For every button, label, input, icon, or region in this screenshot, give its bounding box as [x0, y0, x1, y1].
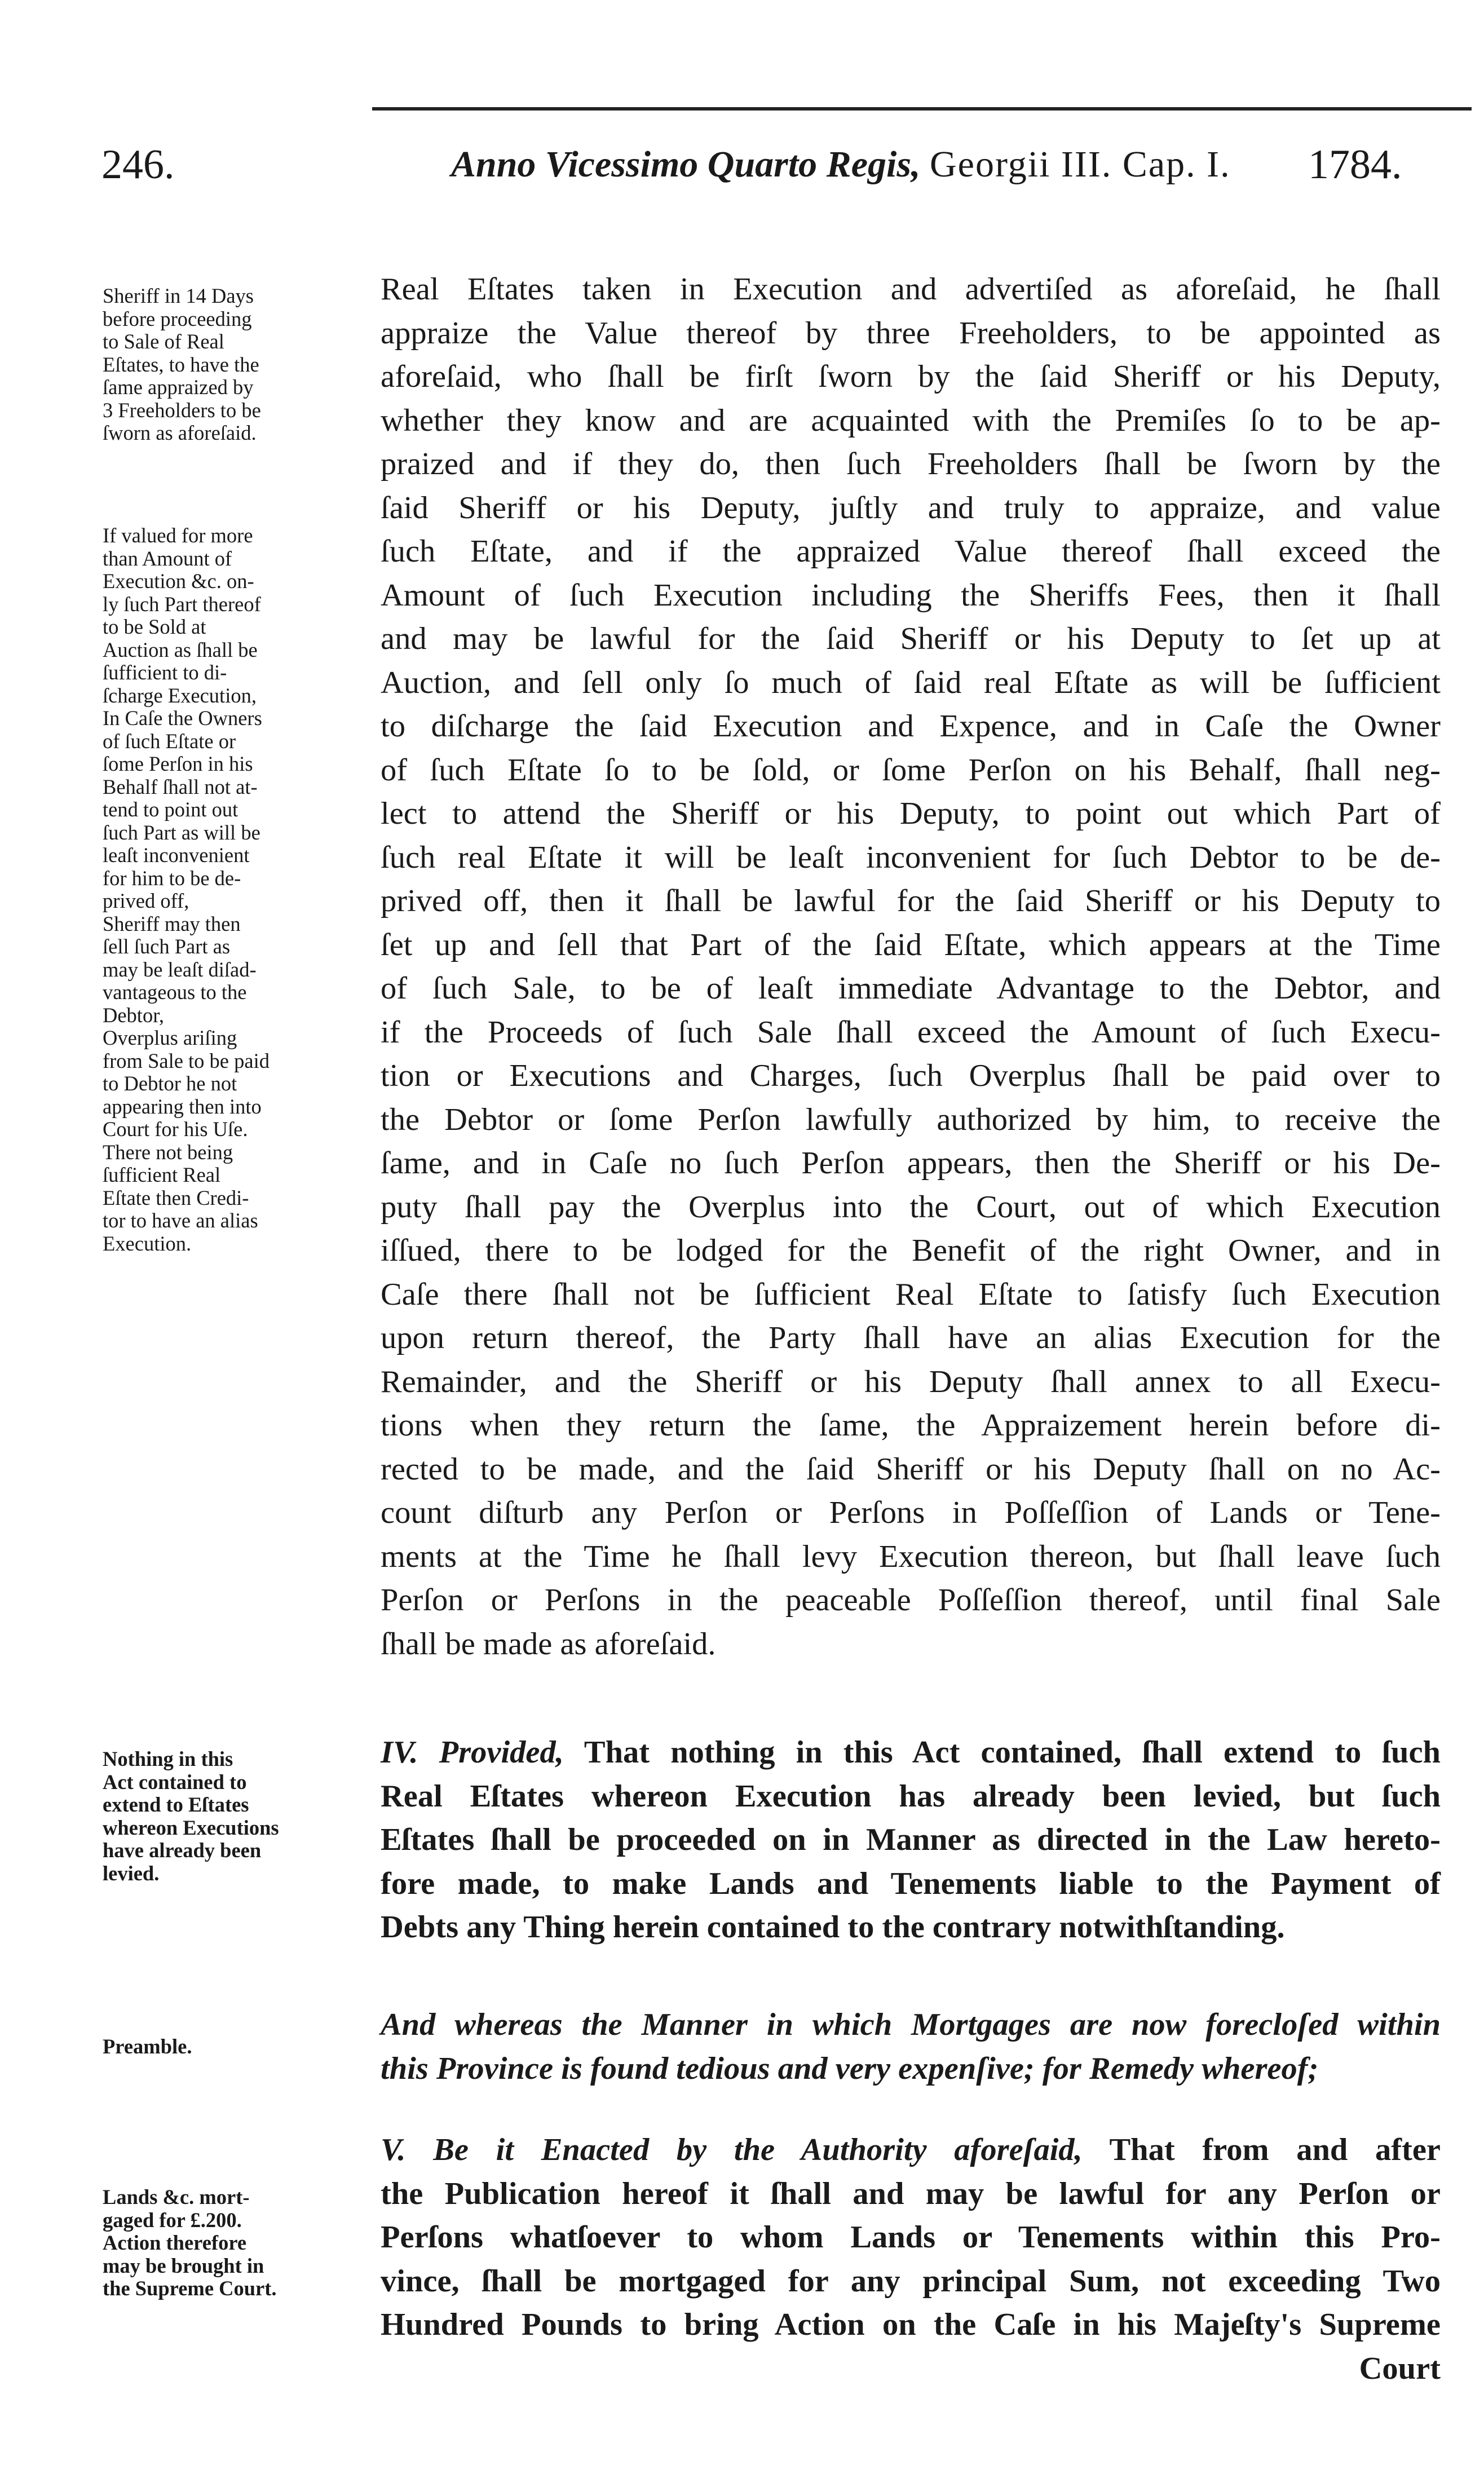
margin-line: for him to be de-	[103, 866, 241, 890]
text-line: puty ſhall pay the Overplus into the Court, out of which Execution	[381, 1189, 1441, 1225]
margin-line: Execution.	[103, 1231, 192, 1255]
text-line: rected to be made, and the ſaid Sheriff or his Deputy ſhall on no Ac-	[381, 1451, 1441, 1487]
text-line: ſaid Sheriff or his Deputy, juſtly and truly to appraize, and value	[381, 490, 1441, 525]
margin-line: ſworn as aforeſaid.	[103, 421, 257, 444]
text-line: Amount of ſuch Execution including the Sheriffs Fees, then it ſhall	[381, 577, 1441, 613]
margin-line: Sheriff in 14 Days	[103, 284, 254, 307]
text-line: the Publication hereof it ſhall and may be lawful for any Perſon or	[381, 2176, 1441, 2211]
text-line: ſuch real Eſtate it will be leaſt inconvenient for ſuch Debtor to be de-	[381, 840, 1441, 875]
text-line: upon return thereof, the Party ſhall have an alias Execution for the	[381, 1320, 1441, 1355]
text-line: to diſcharge the ſaid Execution and Expence, and in Caſe the Owner	[381, 709, 1441, 744]
text-line: Debts any Thing herein contained to the contrary notwithſtanding.	[381, 1910, 1285, 1945]
text-line: lect to attend the Sheriff or his Deputy, to point out which Part of	[381, 796, 1441, 831]
margin-line: Eſtate then Credi-	[103, 1186, 249, 1209]
section-4-lead: IV. Provided,	[381, 1735, 564, 1770]
text-line: whether they know and are acquainted with the Premiſes ſo to be ap-	[381, 403, 1441, 438]
margin-line: leaſt inconvenient	[103, 843, 250, 867]
text-line	[381, 1731, 1441, 1775]
margin-line: have already been	[103, 1839, 262, 1862]
margin-line: extend to Eſtates	[103, 1793, 249, 1816]
margin-line: Execution &c. on-	[103, 569, 254, 593]
text-line: of ſuch Eſtate ſo to be ſold, or ſome Perſon on his Behalf, ſhall neg-	[381, 752, 1441, 788]
section-4-text: That nothing in this Act contained, ſhall extend to ſuch	[563, 1735, 1441, 1770]
margin-line: of ſuch Eſtate or	[103, 729, 236, 753]
text-line: Auction, and ſell only ſo much of ſaid real Eſtate as will be ſufficient	[381, 665, 1441, 700]
margin-line: appearing then into	[103, 1094, 262, 1118]
paragraph-section-4	[381, 1731, 1441, 1950]
margin-line: than Amount of	[103, 546, 232, 570]
text-line: count diſturb any Perſon or Perſons in Poſſeſſion of Lands or Tene-	[381, 1495, 1441, 1530]
text-line: this Province is found tedious and very expenſive; for Remedy whereof;	[381, 2051, 1319, 2086]
margin-line: Act contained to	[103, 1770, 247, 1794]
preamble-text	[381, 2003, 1441, 2091]
margin-line: 3 Freeholders to be	[103, 398, 261, 422]
text-line: Caſe there ſhall not be ſufficient Real Eſtate to ſatisfy ſuch Execution	[381, 1276, 1441, 1312]
text-line: Real Eſtates taken in Execution and advertiſed as aforeſaid, he ſhall	[381, 272, 1441, 307]
text-line: of ſuch Sale, to be of leaſt immediate Advantage to the Debtor, and	[381, 971, 1441, 1006]
text-line: fore made, to make Lands and Tenements liable to the Payment of	[381, 1866, 1441, 1901]
margin-line: whereon Executions	[103, 1815, 279, 1839]
text-line: Eſtates ſhall be proceeded on in Manner as directed in the Law hereto-	[381, 1822, 1441, 1857]
margin-line: ſome Perſon in his	[103, 752, 253, 775]
margin-line: There not being	[103, 1140, 233, 1164]
text-line: and may be lawful for the ſaid Sheriff or his Deputy to ſet up at	[381, 621, 1441, 656]
text-line: ments at the Time he ſhall levy Execution thereon, but ſhall leave ſuch	[381, 1539, 1441, 1574]
margin-line: tend to point out	[103, 798, 238, 821]
margin-line: Lands &c. mort-	[103, 2185, 250, 2208]
margin-line: ſame appraized by	[103, 376, 254, 399]
margin-line: ſcharge Execution,	[103, 683, 257, 707]
margin-line: ſufficient to di-	[103, 661, 227, 684]
margin-line: vantageous to the	[103, 980, 247, 1004]
text-line: aforeſaid, who ſhall be firſt ſworn by the ſaid Sheriff or his Deputy,	[381, 359, 1441, 394]
paragraph-section-3	[381, 268, 1441, 1666]
section-5-lead: V. Be it Enacted by the Authority aforeſaid,	[381, 2132, 1083, 2167]
margin-line: In Caſe the Owners	[103, 706, 262, 730]
margin-line: Auction as ſhall be	[103, 638, 258, 661]
header-rule	[372, 107, 1472, 111]
margin-line: Preamble.	[103, 2035, 192, 2058]
text-line: Hundred Pounds to bring Action on the Caſe in his Majeſty's Supreme	[381, 2307, 1441, 2342]
margin-line: may be brought in	[103, 2254, 264, 2277]
margin-line: to Debtor he not	[103, 1072, 237, 1095]
margin-line: ſell ſuch Part as	[103, 935, 231, 958]
margin-line: Sheriff may then	[103, 912, 241, 935]
margin-line: prived off,	[103, 889, 189, 912]
running-header	[0, 141, 1484, 203]
text-line: appraize the Value thereof by three Freeholders, to be appointed as	[381, 315, 1441, 351]
margin-line: ly ſuch Part thereof	[103, 592, 261, 616]
running-title-italic: Anno Vicessimo Quarto Regis,	[451, 144, 921, 185]
text-line: prived off, then it ſhall be lawful for the ſaid Sheriff or his Deputy to	[381, 884, 1441, 918]
text-line: And whereas the Manner in which Mortgages are now forecloſed within	[381, 2007, 1441, 2042]
margin-line: tor to have an alias	[103, 1209, 258, 1232]
text-line: ſuch Eſtate, and if the appraized Value thereof ſhall exceed the	[381, 534, 1441, 569]
paragraph-section-5	[381, 2128, 1441, 2391]
catchword: Court	[1359, 2351, 1441, 2386]
text-line: tion or Executions and Charges, ſuch Overplus ſhall be paid over to	[381, 1058, 1441, 1093]
margin-note-nothing-extend	[103, 1748, 354, 1885]
text-line: ſhall be made as aforeſaid.	[381, 1626, 716, 1662]
running-title	[451, 143, 1231, 186]
text-line: Real Eſtates whereon Execution has already been levied, but ſuch	[381, 1778, 1441, 1814]
text-line: iſſued, there to be lodged for the Benefit of the right Owner, and in	[381, 1233, 1441, 1268]
margin-line: Overplus ariſing	[103, 1026, 237, 1049]
text-line: Perſon or Perſons in the peaceable Poſſeſſion thereof, until final Sale	[381, 1583, 1441, 1618]
margin-line: may be leaſt diſad-	[103, 957, 257, 981]
text-line: Perſons whatſoever to whom Lands or Tenements within this Pro-	[381, 2220, 1441, 2255]
text-line	[381, 2128, 1441, 2172]
text-line: vince, ſhall be mortgaged for any principal Sum, not exceeding Two	[381, 2263, 1441, 2299]
text-line: Remainder, and the Sheriff or his Deputy ſhall annex to all Execu-	[381, 1364, 1441, 1399]
text-line: if the Proceeds of ſuch Sale ſhall exceed the Amount of ſuch Execu-	[381, 1014, 1441, 1050]
margin-line: Behalf ſhall not at-	[103, 775, 258, 798]
section-5-text: That from and after	[1082, 2132, 1441, 2167]
margin-line: Court for his Uſe.	[103, 1117, 248, 1141]
margin-line: Action therefore	[103, 2231, 247, 2254]
margin-line: from Sale to be paid	[103, 1049, 270, 1072]
margin-note-valued-more	[103, 524, 354, 1255]
margin-line: ſufficient Real	[103, 1163, 221, 1186]
margin-line: ſuch Part as will be	[103, 820, 260, 844]
margin-line: If valued for more	[103, 524, 253, 547]
year: 1784.	[1308, 142, 1402, 188]
running-title-regnal: Georgii III. Cap. I.	[930, 144, 1231, 185]
margin-line: to be Sold at	[103, 615, 206, 638]
margin-line: gaged for £.200.	[103, 2208, 242, 2232]
margin-line: Eſtates, to have the	[103, 352, 259, 376]
margin-note-preamble	[103, 2035, 354, 2058]
margin-line: before proceeding	[103, 307, 252, 330]
text-line: ſame, and in Caſe no ſuch Perſon appears, then the Sheriff or his De-	[381, 1146, 1441, 1181]
margin-line: to Sale of Real	[103, 330, 224, 353]
page-number: 246.	[101, 142, 175, 188]
margin-line: Nothing in this	[103, 1747, 233, 1770]
text-line: ſet up and ſell that Part of the ſaid Eſtate, which appears at the Time	[381, 927, 1441, 962]
text-line: tions when they return the ſame, the Appraizement herein before di-	[381, 1408, 1441, 1443]
margin-line: levied.	[103, 1861, 160, 1885]
margin-line: Debtor,	[103, 1003, 165, 1027]
margin-note-mortgaged-lands	[103, 2186, 354, 2300]
text-line: praized and if they do, then ſuch Freeholders ſhall be ſworn by the	[381, 447, 1441, 482]
margin-note-sheriff-appraise	[103, 285, 354, 445]
margin-line: the Supreme Court.	[103, 2277, 277, 2300]
text-line: the Debtor or ſome Perſon lawfully authorized by him, to receive the	[381, 1102, 1441, 1137]
